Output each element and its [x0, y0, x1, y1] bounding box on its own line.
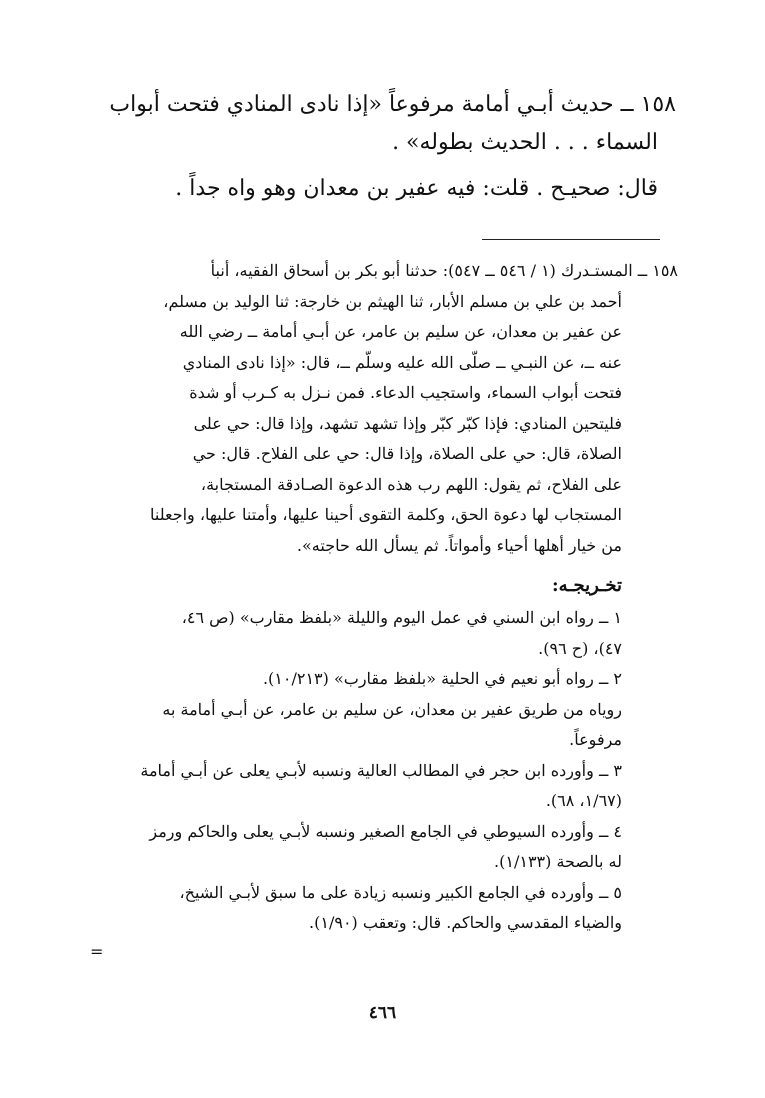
footnote-line: أحمد بن علي بن مسلم الأبار، ثنا الهيثم بن خارجة: ثنا الوليد بن مسلم، — [163, 291, 622, 311]
page-number: ٤٦٦ — [368, 1003, 397, 1023]
takhrij-heading: تخـريجـه: — [551, 575, 622, 596]
footnote-line: الصلاة، قال: حي على الصلاة، وإذا قال: حي على الفلاح. قال: حي — [192, 444, 622, 463]
takhrij-line: ٣ ــ وأورده ابن حجر في المطالب العالية ونسبه لأبـي يعلى عن أبـي أمامة — [140, 760, 622, 780]
continuation-mark: = — [90, 942, 104, 961]
footnote-line: على الفلاح، ثم يقول: اللهم رب هذه الدعوة الصـادقة المستجابة، — [200, 474, 622, 494]
takhrij-line: ١ ــ رواه ابن السني في عمل اليوم والليلة «بلفظ مقارب» (ص ٤٦، — [181, 608, 622, 627]
footnote-line: فتحت أبواب السماء، واستجيب الدعاء. فمن نـزل به كـرب أو شدة — [189, 383, 622, 402]
main-text — [96, 86, 676, 208]
takhrij-line: والضياء المقدسي والحاكم. قال: وتعقب (١/٩٠). — [309, 913, 622, 932]
main-text-line-1: ١٥٨ ــ حديث أبـي أمامة مرفوعاً «إذا نادى المنادي فتحت أبواب — [109, 92, 676, 117]
takhrij-line: روياه من طريق عفير بن معدان، عن سليم بن عامر، عن أبـي أمامة به — [162, 699, 622, 719]
takhrij-line: ٥ ــ وأورده في الجامع الكبير ونسبه زيادة على ما سبق لأبـي الشيخ، — [179, 882, 622, 902]
footnote-block — [96, 256, 678, 939]
footnote-line: عن عفير بن معدان، عن سليم بن عامر، عن أبـي أمامة ــ رضي الله — [179, 322, 622, 341]
footnote-line: من خيار أهلها أحياء وأمواتاً. ثم يسأل الله حاجته». — [296, 535, 622, 555]
commentary-line: قال: صحيـح . قلت: فيه عفير بن معدان وهو واه جداً . — [175, 176, 658, 201]
takhrij-line: له بالصحة (١/١٣٣). — [494, 852, 622, 871]
takhrij-line: ٤ ــ وأورده السيوطي في الجامع الصغير ونسبه لأبـي يعلى والحاكم ورمز — [149, 821, 622, 841]
footnote-line: ١٥٨ ــ المستـدرك (١ / ٥٤٦ ــ ٥٤٧): حدثنا أبو بكر بن أسحاق الفقيه، أنبأ — [210, 261, 678, 280]
footnote-line: المستجاب لها دعوة الحق، وكلمة التقوى أحينا عليها، وأمتنا عليها، واجعلنا — [150, 505, 622, 524]
takhrij-line: ٤٧)، (ح ٩٦). — [538, 638, 622, 658]
takhrij-line: ٢ ــ رواه أبو نعيم في الحلية «بلفظ مقارب» (١٠/٢١٣). — [262, 669, 622, 688]
takhrij-line: مرفوعاً. — [569, 730, 622, 749]
main-text-line-2: السماء . . . الحديث بطوله» . — [392, 130, 658, 155]
footnote-line: فليتحين المنادي: فإذا كبّر كبّر وإذا تشهد تشهد، وإذا قال: حي على — [193, 413, 622, 433]
footnote-separator — [482, 239, 660, 240]
footnote-line: عنه ــ، عن النبـي ــ صلّى الله عليه وسلّم ــ، قال: «إذا نادى المنادي — [182, 352, 622, 372]
takhrij-line: (١/٦٧، ٦٨). — [545, 791, 622, 810]
